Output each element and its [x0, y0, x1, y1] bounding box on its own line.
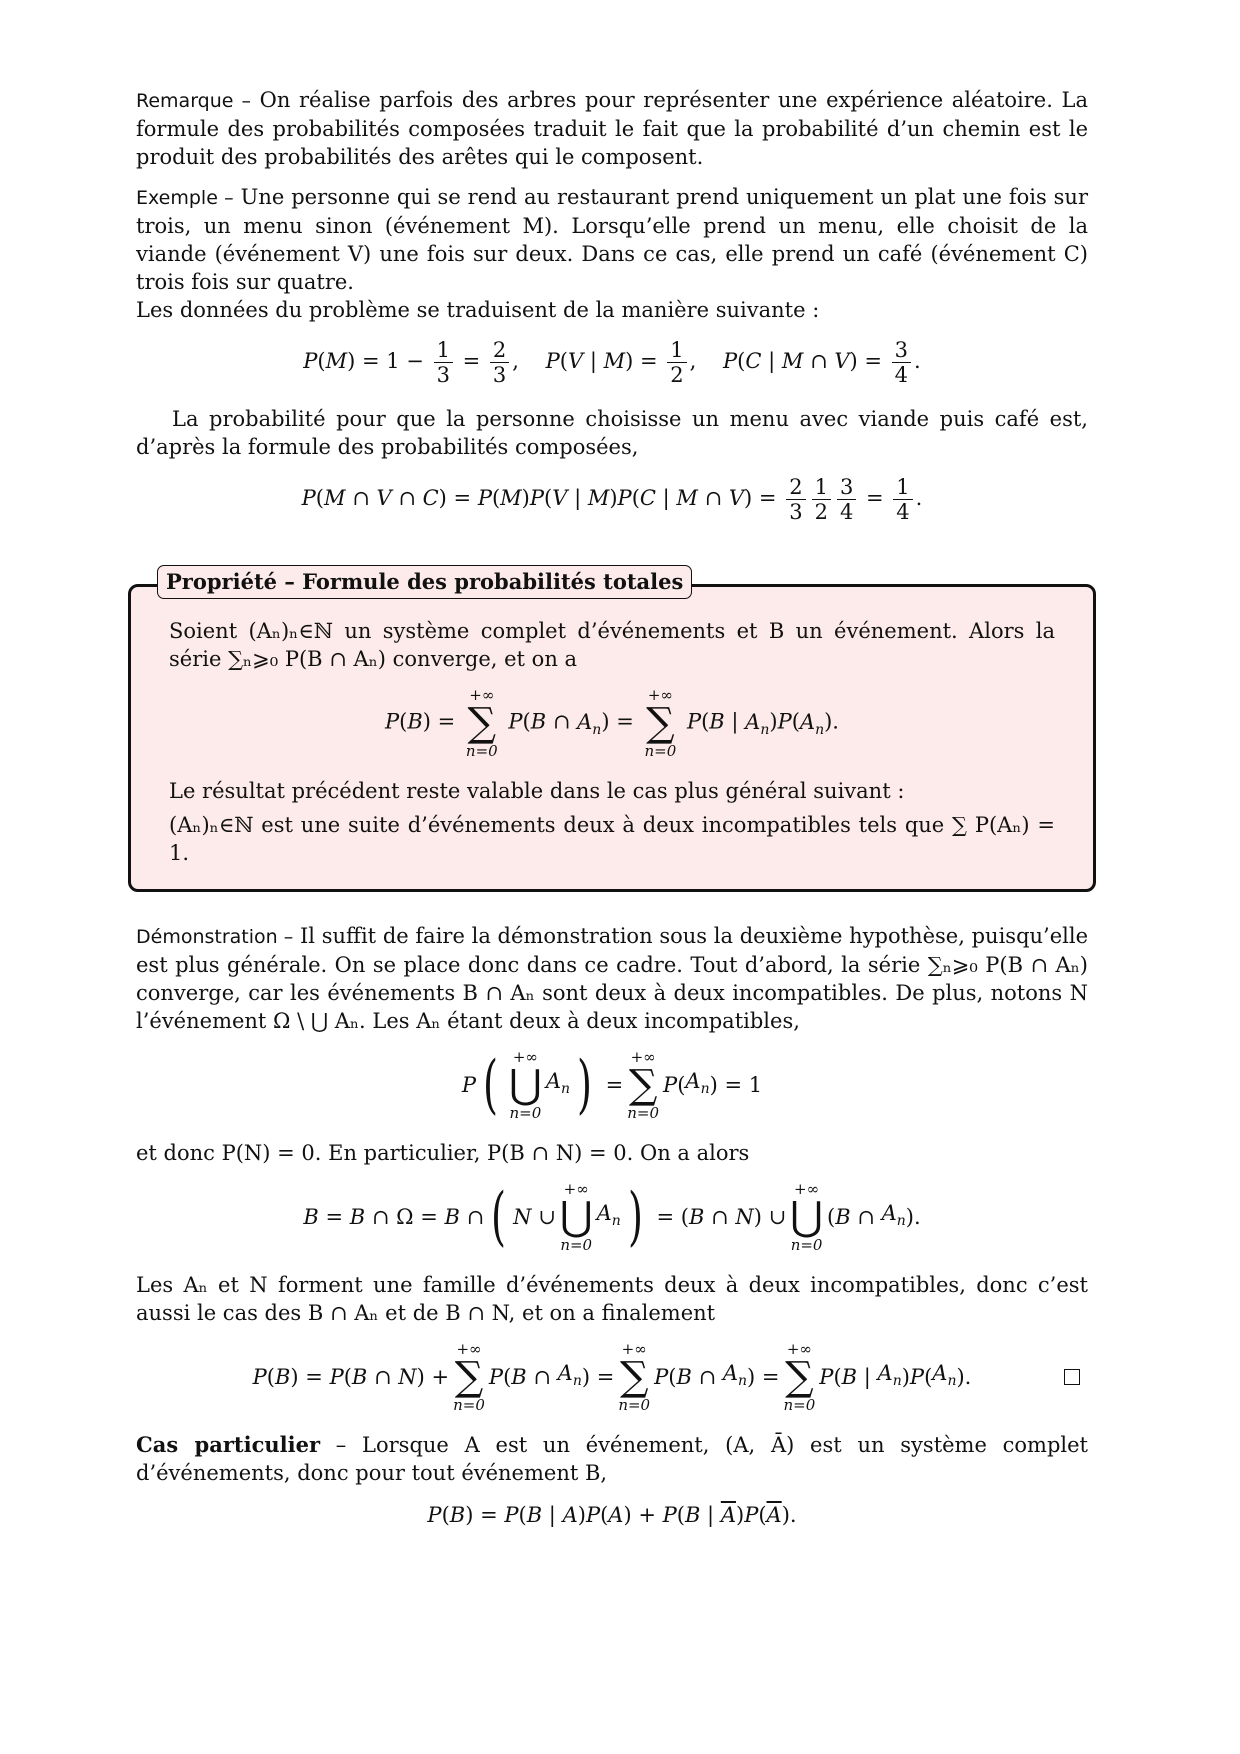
- property-box: [128, 569, 1096, 892]
- special-eq-render: P(B) = P(B | A)P(A) + P(B | $\overline{A})P(\overline{A})$.: [427, 1503, 797, 1527]
- demo-text-1: Il suffit de faire la démonstration sous la deuxième hypothèse, puisqu’elle est plus générale. On se place donc dans ce cadre. Tout d’abord, la série ∑ₙ⩾₀ P(B ∩ Aₙ) converge, car les événements B ∩ Aₙ sont deux à deux incompatibles. De plus, notons N l’événement Ω \ ⋃ Aₙ. Les Aₙ étant deux à deux incompatibles,: [136, 924, 1088, 1033]
- demo-equation-3: [136, 1341, 1088, 1413]
- document-page: [136, 86, 1088, 1547]
- demo-label: Démonstration –: [136, 926, 294, 948]
- special-case-equation: [136, 1501, 1088, 1529]
- demo-paragraph-1: [136, 922, 1088, 1035]
- eq2-render: P(M ∩ V ∩ C) = P(M)P(V | M)P(C | M ∩ V) = $\frac{2}{3}$ $\frac{1}{2}$ $\frac{3}{4}$ = $\frac{1}{4}$ .: [301, 475, 923, 524]
- example-equation-1: [136, 338, 1088, 387]
- demo-eq1-render: P ( +∞ ⋃ n=0 $A_n$ ) = +∞ ∑ n=0 P ( $A_n$ ) = 1: [461, 1048, 763, 1122]
- example-text-2: Les données du problème se traduisent de la manière suivante :: [136, 298, 820, 322]
- demo-eq3-render: P ( B ) = P ( B ∩ N ) + +∞ ∑ n=0 P ( B ∩ $A_n$ ) = +∞ ∑ n=0 P ( B ∩ $A_n$ ) = +∞ ∑ n=0 P ( B | $A_n$ ) P ( $A_n$ ).: [252, 1340, 972, 1414]
- special-case-label: Cas particulier: [136, 1432, 321, 1457]
- property-eq-render: P(B) = +∞ ∑ n=0 P(B ∩ $A_n$) = +∞ ∑ n=0 P(B | $A_n)P(A_n)$.: [385, 686, 839, 760]
- property-equation: [169, 687, 1055, 759]
- remark-text: On réalise parfois des arbres pour représenter une expérience aléatoire. La formule des probabilités composées traduit le fait que la probabilité d’un chemin est le produit des probabilités des arêtes qui le composent.: [136, 88, 1088, 169]
- example-text: Une personne qui se rend au restaurant prend uniquement un plat une fois sur trois, un menu sinon (événement M). Lorsqu’elle prend un menu, elle choisit de la viande (événement V) une fois sur deux. Dans ce cas, elle prend un café (événement C) trois fois sur quatre.: [136, 185, 1088, 294]
- demo-equation-2: [136, 1181, 1088, 1253]
- demo-text-2: et donc P(N) = 0. En particulier, P(B ∩ N) = 0. On a alors: [136, 1141, 750, 1165]
- example-label: Exemple –: [136, 187, 234, 209]
- property-title: Propriété – Formule des probabilités totales: [157, 565, 692, 599]
- special-case-paragraph: [136, 1431, 1088, 1487]
- example-text-3: La probabilité pour que la personne choisisse un menu avec viande puis café est, d’après la formule des probabilités composées,: [136, 407, 1088, 459]
- example-paragraph: [136, 183, 1088, 296]
- property-text-3: (Aₙ)ₙ∈ℕ est une suite d’événements deux à deux incompatibles tels que ∑ P(Aₙ) = 1.: [169, 813, 1055, 865]
- property-text-1: Soient (Aₙ)ₙ∈ℕ un système complet d’événements et B un événement. Alors la série ∑ₙ⩾₀ P(B ∩ Aₙ) converge, et on a: [169, 619, 1055, 671]
- eq1-render: P(M) = 1 − $\frac{1}{3}$ = $\frac{2}{3}$ , P(V | M) = $\frac{1}{2}$ , P(C | M ∩ V) = $\frac{3}{4}$ .: [303, 338, 921, 387]
- demo-eq2-render: B = B ∩ Ω = B ∩ ( N ∪ +∞ ⋃ n=0 $A_n$ ) = ( B ∩ N ) ∪ +∞ ⋃ n=0 ( B ∩ $A_n$ ).: [303, 1180, 921, 1254]
- property-text-2: Le résultat précédent reste valable dans le cas plus général suivant :: [169, 779, 905, 803]
- demo-text-3: Les Aₙ et N forment une famille d’événements deux à deux incompatibles, donc c’est aussi le cas des B ∩ Aₙ et de B ∩ N, et on a finalement: [136, 1273, 1088, 1325]
- special-case-text: – Lorsque A est un événement, (A, Ā) est un système complet d’événements, donc pour tout événement B,: [136, 1433, 1088, 1485]
- demo-equation-1: [136, 1049, 1088, 1121]
- example-equation-2: [136, 475, 1088, 524]
- remark-label: Remarque –: [136, 90, 251, 112]
- qed-square-icon: [1064, 1369, 1080, 1385]
- remark-paragraph: [136, 86, 1088, 171]
